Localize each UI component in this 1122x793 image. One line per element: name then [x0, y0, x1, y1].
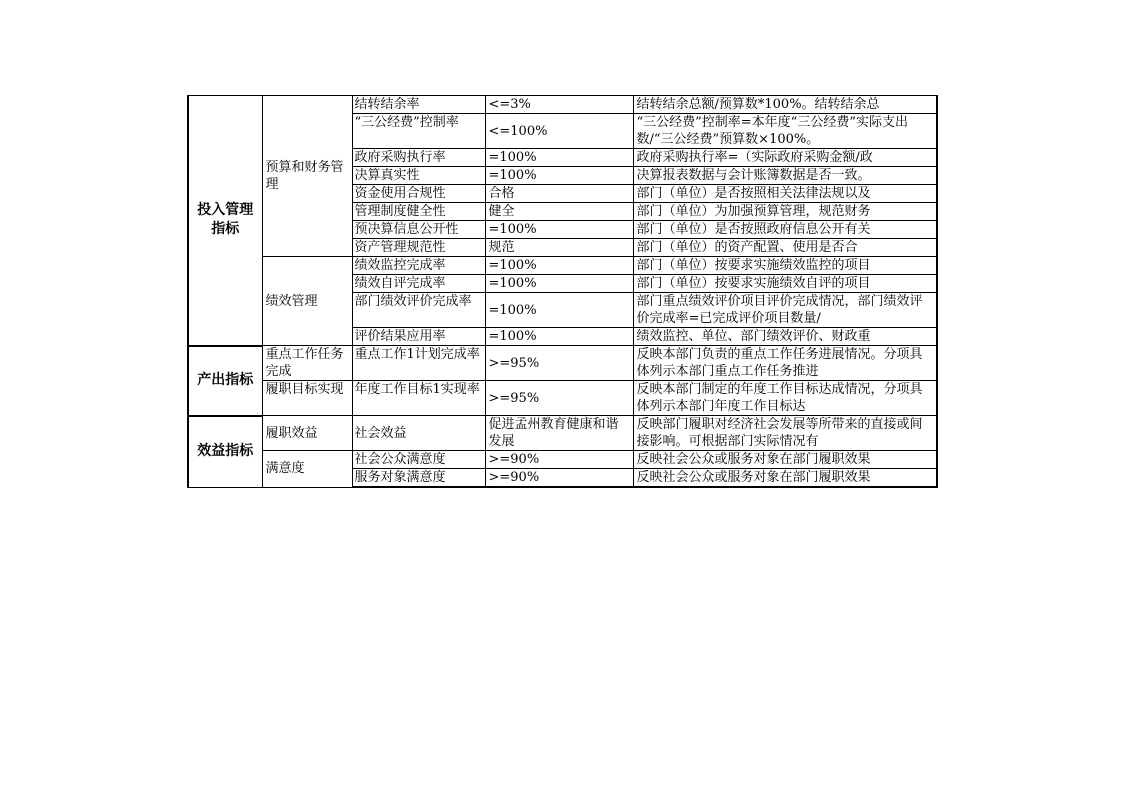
- indicator-value-cell: 合格: [485, 185, 633, 203]
- indicator-value-cell: =100%: [485, 328, 633, 346]
- indicator-description-cell: 部门（单位）为加强预算管理，规范财务: [633, 203, 937, 221]
- indicator-value-cell: 规范: [485, 239, 633, 257]
- level3-indicator-cell: 决算真实性: [352, 167, 485, 185]
- indicator-value-cell: >=95%: [485, 346, 633, 381]
- indicator-description-cell: 部门（单位）是否按照政府信息公开有关: [633, 221, 937, 239]
- level3-indicator-cell: 政府采购执行率: [352, 149, 485, 167]
- table-row: [188, 451, 937, 469]
- level2-indicator-cell: 满意度: [262, 451, 352, 488]
- level3-indicator-cell: 结转结余率: [352, 96, 485, 114]
- indicator-value-cell: 健全: [485, 203, 633, 221]
- level3-indicator-cell: 重点工作1计划完成率: [352, 346, 485, 381]
- indicator-value-cell: 促进孟州教育健康和谐发展: [485, 416, 633, 451]
- indicator-value-cell: >=90%: [485, 451, 633, 469]
- table-row: [188, 416, 937, 451]
- level3-indicator-cell: 部门绩效评价完成率: [352, 293, 485, 328]
- indicator-value-cell: =100%: [485, 275, 633, 293]
- indicator-value-cell: >=95%: [485, 381, 633, 416]
- indicator-value-cell: =100%: [485, 221, 633, 239]
- table-row: [188, 346, 937, 381]
- table-row: [188, 96, 937, 114]
- indicator-description-cell: 反映社会公众或服务对象在部门履职效果: [633, 469, 937, 488]
- indicator-value-cell: <=100%: [485, 114, 633, 149]
- level3-indicator-cell: 管理制度健全性: [352, 203, 485, 221]
- level3-indicator-cell: 预决算信息公开性: [352, 221, 485, 239]
- indicator-value-cell: =100%: [485, 293, 633, 328]
- indicator-description-cell: “三公经费”控制率=本年度“三公经费”实际支出数/“三公经费”预算数×100%。: [633, 114, 937, 149]
- level3-indicator-cell: 服务对象满意度: [352, 469, 485, 488]
- indicator-description-cell: 部门（单位）按要求实施绩效监控的项目: [633, 257, 937, 275]
- indicator-description-cell: 部门重点绩效评价项目评价完成情况，部门绩效评价完成率=已完成评价项目数量/: [633, 293, 937, 328]
- indicator-description-cell: 结转结余总额/预算数*100%。结转结余总: [633, 96, 937, 114]
- indicator-description-cell: 反映本部门负责的重点工作任务进展情况。分项具体列示本部门重点工作任务推进: [633, 346, 937, 381]
- level3-indicator-cell: 资产管理规范性: [352, 239, 485, 257]
- table-row: [188, 381, 937, 416]
- level3-indicator-cell: 评价结果应用率: [352, 328, 485, 346]
- level3-indicator-cell: 资金使用合规性: [352, 185, 485, 203]
- level1-indicator-cell: 效益指标: [188, 416, 262, 488]
- indicator-value-cell: =100%: [485, 149, 633, 167]
- level2-indicator-cell: 履职目标实现: [262, 381, 352, 416]
- performance-indicator-table: [187, 95, 938, 488]
- level1-indicator-cell: 产出指标: [188, 346, 262, 416]
- level3-indicator-cell: 社会效益: [352, 416, 485, 451]
- level3-indicator-cell: “三公经费”控制率: [352, 114, 485, 149]
- level2-indicator-cell: 履职效益: [262, 416, 352, 451]
- indicator-description-cell: 决算报表数据与会计账簿数据是否一致。: [633, 167, 937, 185]
- indicator-description-cell: 部门（单位）是否按照相关法律法规以及: [633, 185, 937, 203]
- level3-indicator-cell: 绩效监控完成率: [352, 257, 485, 275]
- indicator-description-cell: 部门（单位）按要求实施绩效自评的项目: [633, 275, 937, 293]
- level2-indicator-cell: 重点工作任务完成: [262, 346, 352, 381]
- indicator-value-cell: =100%: [485, 257, 633, 275]
- level3-indicator-cell: 社会公众满意度: [352, 451, 485, 469]
- indicator-description-cell: 绩效监控、单位、部门绩效评价、财政重: [633, 328, 937, 346]
- level3-indicator-cell: 绩效自评完成率: [352, 275, 485, 293]
- indicator-value-cell: <=3%: [485, 96, 633, 114]
- level3-indicator-cell: 年度工作目标1实现率: [352, 381, 485, 416]
- indicator-value-cell: =100%: [485, 167, 633, 185]
- indicator-description-cell: 部门（单位）的资产配置、使用是否合: [633, 239, 937, 257]
- level2-indicator-cell: 预算和财务管理: [262, 96, 352, 257]
- level2-indicator-cell: 绩效管理: [262, 257, 352, 346]
- indicator-description-cell: 反映本部门制定的年度工作目标达成情况，分项具体列示本部门年度工作目标达: [633, 381, 937, 416]
- indicator-description-cell: 反映部门履职对经济社会发展等所带来的直接或间接影响。可根据部门实际情况有: [633, 416, 937, 451]
- table-row: [188, 257, 937, 275]
- indicator-description-cell: 政府采购执行率=（实际政府采购金额/政: [633, 149, 937, 167]
- indicator-description-cell: 反映社会公众或服务对象在部门履职效果: [633, 451, 937, 469]
- indicator-value-cell: >=90%: [485, 469, 633, 488]
- level1-indicator-cell: 投入管理指标: [188, 96, 262, 346]
